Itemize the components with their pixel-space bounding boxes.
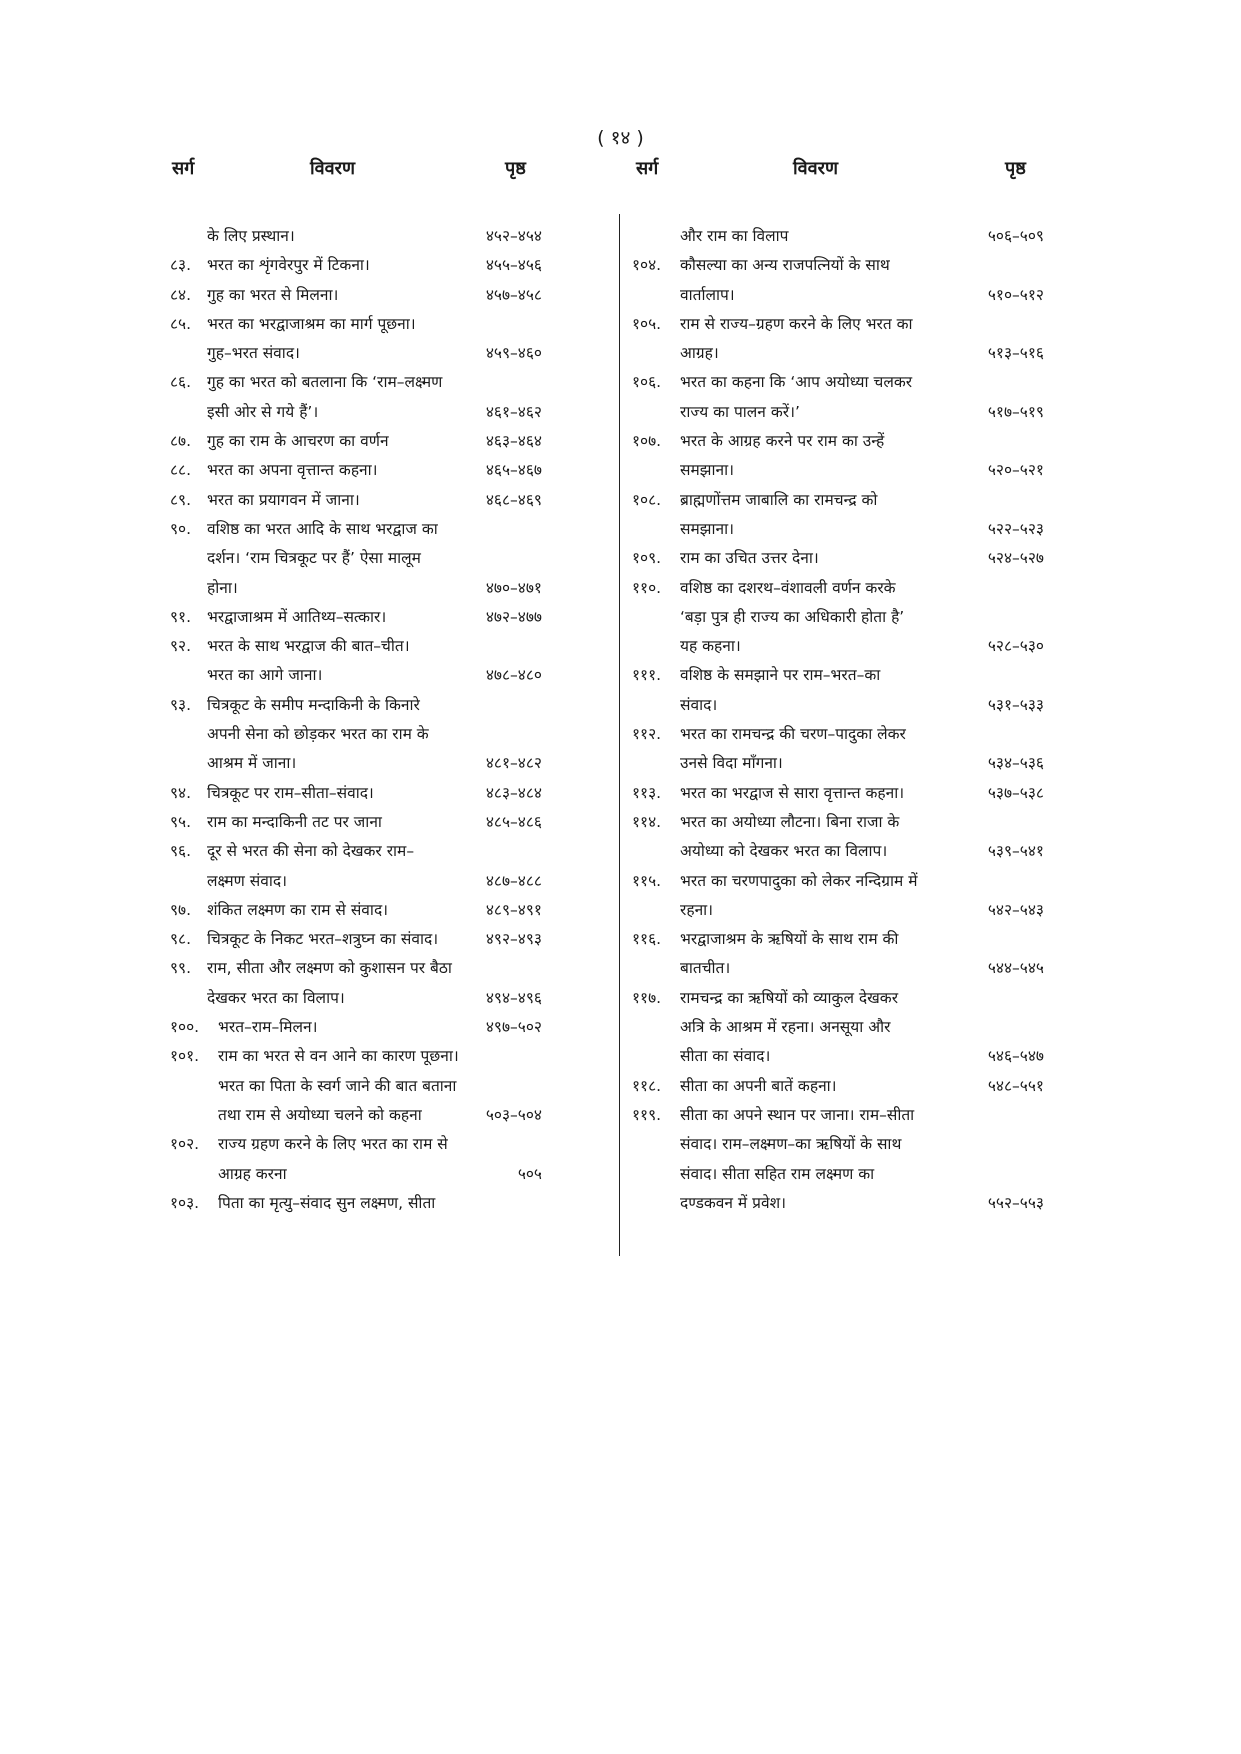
entry-description: वशिष्ठ के समझाने पर राम–भरत–का: [680, 666, 881, 685]
page-range: ४८७–४८८: [485, 871, 542, 890]
page-range: ५३१–५३३: [987, 695, 1044, 714]
toc-row: [170, 779, 542, 808]
entry-description: लक्ष्मण संवाद।: [207, 871, 288, 890]
page-number: ( १४ ): [597, 127, 644, 149]
sarg-number: ११०.: [632, 578, 662, 597]
sarg-number: ९९.: [170, 959, 192, 978]
entry-description: आग्रह।: [680, 344, 719, 363]
toc-row: [170, 1101, 542, 1130]
entry-description: होना।: [207, 578, 238, 597]
entry-description: कौसल्या का अन्य राजपत्नियों के साथ: [680, 256, 890, 275]
entry-description: बातचीत।: [680, 959, 731, 978]
toc-row: [170, 808, 542, 837]
entry-description: समझाना।: [680, 519, 734, 538]
sarg-number: १०७.: [632, 432, 662, 451]
toc-row: [632, 251, 1044, 280]
page-range: ४८९–४९१: [485, 900, 542, 919]
toc-row: [632, 984, 1044, 1013]
toc-row: [632, 456, 1044, 485]
toc-row: [170, 398, 542, 427]
entry-description: इसी ओर से गये हैं’।: [207, 402, 319, 421]
toc-row: [170, 837, 542, 866]
sarg-number: १००.: [170, 1018, 200, 1037]
left-column: [170, 222, 542, 1218]
sarg-number: ९०.: [170, 519, 192, 538]
entry-description: गुह का भरत को बतलाना कि ‘राम–लक्ष्मण: [207, 373, 443, 392]
toc-row: [170, 427, 542, 456]
page-range: ५३७–५३८: [987, 783, 1044, 802]
page-range: ५४४–५४५: [987, 959, 1044, 978]
entry-description: संवाद। सीता सहित राम लक्ष्मण का: [680, 1164, 875, 1183]
page-range: ५२८–५३०: [987, 637, 1044, 656]
toc-row: [170, 544, 542, 573]
sarg-number: ११७.: [632, 988, 662, 1007]
sarg-number: ११८.: [632, 1076, 662, 1095]
toc-row: [632, 691, 1044, 720]
toc-row: [632, 310, 1044, 339]
page-range: ५०६–५०९: [987, 227, 1044, 245]
toc-row: [632, 515, 1044, 544]
sarg-number: १०५.: [632, 314, 662, 333]
toc-row: [170, 1130, 542, 1159]
entry-description: राम का भरत से वन आने का कारण पूछना।: [218, 1047, 459, 1066]
entry-description: भरत का पिता के स्वर्ग जाने की बात बताना: [218, 1076, 457, 1095]
toc-row: [632, 486, 1044, 515]
entry-description: भरत का शृंगवेरपुर में टिकना।: [207, 256, 370, 275]
toc-row: [632, 837, 1044, 866]
toc-row: [632, 779, 1044, 808]
entry-description: राज्य ग्रहण करने के लिए भरत का राम से: [218, 1135, 448, 1154]
sarg-number: ८५.: [170, 314, 192, 333]
sarg-number: ८८.: [170, 461, 192, 480]
entry-description: भरद्वाजाश्रम में आतिथ्य–सत्कार।: [207, 607, 387, 626]
sarg-number: ९७.: [170, 900, 192, 919]
sarg-number: १११.: [632, 666, 662, 685]
sarg-number: ८७.: [170, 432, 192, 451]
page-range: ४६८–४६९: [485, 490, 542, 509]
entry-description: राम का उचित उत्तर देना।: [680, 549, 819, 568]
page-range: ४८३–४८४: [485, 783, 542, 802]
toc-row: [632, 427, 1044, 456]
entry-description: शंकित लक्ष्मण का राम से संवाद।: [207, 900, 389, 919]
toc-row: [632, 339, 1044, 368]
entry-description: रामचन्द्र का ऋषियों को व्याकुल देखकर: [680, 988, 899, 1007]
toc-row: [632, 661, 1044, 690]
toc-row: [632, 896, 1044, 925]
entry-description: भरत का भरद्वाजाश्रम का मार्ग पूछना।: [207, 314, 416, 333]
toc-row: [632, 1160, 1044, 1189]
entry-description: गुह का भरत से मिलना।: [207, 285, 339, 304]
entry-description: चित्रकूट के निकट भरत–शत्रुघ्न का संवाद।: [207, 930, 439, 949]
sarg-number: ८३.: [170, 256, 192, 275]
entry-description: भरत का प्रयागवन में जाना।: [207, 490, 360, 509]
toc-row: [170, 1072, 542, 1101]
entry-description: वशिष्ठ का भरत आदि के साथ भरद्वाज का: [207, 519, 438, 538]
entry-description: भरत–राम–मिलन।: [218, 1018, 318, 1037]
toc-row: [170, 574, 542, 603]
page-range: ५४२–५४३: [987, 900, 1044, 919]
page-range: ५०३–५०४: [485, 1105, 542, 1124]
toc-row: [170, 339, 542, 368]
toc-row: [170, 632, 542, 661]
page-range: ५३९–५४१: [987, 842, 1044, 861]
entry-description: राज्य का पालन करें।’: [680, 402, 800, 421]
toc-row: [170, 1189, 542, 1218]
page-range: ४६१–४६२: [485, 402, 542, 421]
toc-row: [632, 1101, 1044, 1130]
sarg-number: १०४.: [632, 256, 662, 275]
toc-row: [632, 1130, 1044, 1159]
sarg-number: ९२.: [170, 637, 192, 656]
entry-description: रहना।: [680, 900, 714, 919]
toc-row: [632, 1189, 1044, 1218]
entry-description: आग्रह करना: [218, 1164, 287, 1183]
entry-description: दूर से भरत की सेना को देखकर राम–: [207, 842, 415, 861]
toc-row: [632, 1013, 1044, 1042]
entry-description: दर्शन। ‘राम चित्रकूट पर हैं’ ऐसा मालूम: [207, 549, 421, 568]
sarg-number: ९८.: [170, 930, 192, 949]
header-sarg-left: सर्ग: [172, 158, 195, 179]
entry-description: भरत का आगे जाना।: [207, 666, 323, 685]
entry-description: भरत का अपना वृत्तान्त कहना।: [207, 461, 378, 480]
toc-row: [632, 574, 1044, 603]
toc-row: [632, 925, 1044, 954]
entry-description: समझाना।: [680, 461, 734, 480]
sarg-number: ११६.: [632, 930, 662, 949]
page-range: ४५२–४५४: [485, 227, 542, 245]
page-range: ५२२–५२३: [987, 519, 1044, 538]
toc-row: [170, 368, 542, 397]
toc-row: [170, 1042, 542, 1071]
page-range: ४७०–४७१: [485, 578, 542, 597]
toc-row: [170, 691, 542, 720]
toc-row: [170, 222, 542, 251]
column-divider: [619, 214, 620, 1256]
sarg-number: ११२.: [632, 725, 662, 744]
entry-description: ‘बड़ा पुत्र ही राज्य का अधिकारी होता है’: [680, 607, 905, 626]
toc-row: [170, 661, 542, 690]
entry-description: सीता का अपनी बातें कहना।: [680, 1076, 837, 1095]
entry-description: आश्रम में जाना।: [207, 754, 297, 773]
toc-row: [632, 544, 1044, 573]
entry-description: गुह–भरत संवाद।: [207, 344, 300, 363]
entry-description: वशिष्ठ का दशरथ–वंशावली वर्णन करके: [680, 578, 896, 597]
toc-row: [170, 896, 542, 925]
entry-description: भरद्वाजाश्रम के ऋषियों के साथ राम की: [680, 930, 899, 949]
entry-description: तथा राम से अयोध्या चलने को कहना: [218, 1105, 422, 1124]
sarg-number: ११३.: [632, 783, 662, 802]
toc-row: [632, 632, 1044, 661]
toc-row: [170, 251, 542, 280]
entry-description: ब्राह्मणोंत्तम जाबालि का रामचन्द्र को: [680, 490, 878, 509]
header-vivaran-left: विवरण: [310, 158, 356, 179]
entry-description: गुह का राम के आचरण का वर्णन: [207, 432, 389, 451]
sarg-number: ११४.: [632, 812, 662, 831]
page-range: ४७२–४७७: [485, 607, 542, 626]
page-range: ४८५–४८६: [485, 812, 542, 831]
page-range: ४९७–५०२: [485, 1018, 542, 1037]
toc-row: [170, 515, 542, 544]
entry-description: अपनी सेना को छोड़कर भरत का राम के: [207, 725, 429, 744]
toc-row: [170, 281, 542, 310]
entry-description: भरत का भरद्वाज से सारा वृत्तान्त कहना।: [680, 783, 905, 802]
sarg-number: ८६.: [170, 373, 192, 392]
entry-description: संवाद।: [680, 695, 718, 714]
entry-description: राम, सीता और लक्ष्मण को कुशासन पर बैठा: [207, 959, 452, 978]
entry-description: भरत के साथ भरद्वाज की बात–चीत।: [207, 637, 410, 656]
page-range: ४९२–४९३: [485, 930, 542, 949]
sarg-number: ८४.: [170, 285, 192, 304]
sarg-number: ९१.: [170, 607, 192, 626]
toc-row: [632, 720, 1044, 749]
entry-description: संवाद। राम–लक्ष्मण–का ऋषियों के साथ: [680, 1135, 902, 1154]
toc-row: [632, 398, 1044, 427]
entry-description: अयोध्या को देखकर भरत का विलाप।: [680, 842, 888, 861]
toc-row: [632, 749, 1044, 778]
entry-description: राम से राज्य–ग्रहण करने के लिए भरत का: [680, 314, 913, 333]
page-range: ४५५–४५६: [485, 256, 542, 275]
page-range: ५१०–५१२: [987, 285, 1044, 304]
page-range: ५१३–५१६: [987, 344, 1044, 363]
sarg-number: १०१.: [170, 1047, 200, 1066]
toc-row: [632, 603, 1044, 632]
toc-row: [632, 1072, 1044, 1101]
page-range: ४८१–४८२: [485, 754, 542, 773]
toc-row: [170, 954, 542, 983]
toc-row: [632, 808, 1044, 837]
entry-description: उनसे विदा माँगना।: [680, 754, 783, 773]
toc-row: [632, 368, 1044, 397]
page-range: ५२४–५२७: [987, 549, 1044, 568]
toc-row: [170, 1013, 542, 1042]
page-range: ५१७–५१९: [987, 402, 1044, 421]
toc-row: [170, 720, 542, 749]
page-range: ४६३–४६४: [485, 432, 542, 451]
page-range: ४७८–४८०: [485, 666, 542, 685]
entry-description: के लिए प्रस्थान।: [207, 227, 295, 245]
entry-description: सीता का संवाद।: [680, 1047, 771, 1066]
toc-row: [170, 486, 542, 515]
entry-description: दण्डकवन में प्रवेश।: [680, 1193, 786, 1212]
page-range: ४९४–४९६: [485, 988, 542, 1007]
sarg-number: ११५.: [632, 871, 662, 890]
sarg-number: १०६.: [632, 373, 662, 392]
toc-row: [170, 456, 542, 485]
toc-row: [170, 603, 542, 632]
entry-description: अत्रि के आश्रम में रहना। अनसूया और: [680, 1018, 891, 1037]
page-range: ५०५: [517, 1164, 542, 1183]
entry-description: चित्रकूट के समीप मन्दाकिनी के किनारे: [207, 695, 420, 714]
page-range: ५२०–५२१: [987, 461, 1044, 480]
right-column: [632, 222, 1044, 1218]
toc-row: [632, 867, 1044, 896]
sarg-number: ९४.: [170, 783, 192, 802]
entry-description: भरत का रामचन्द्र की चरण–पादुका लेकर: [680, 725, 906, 744]
sarg-number: ९५.: [170, 812, 192, 831]
page-range: ४६५–४६७: [485, 461, 542, 480]
toc-row: [170, 1160, 542, 1189]
entry-description: राम का मन्दाकिनी तट पर जाना: [207, 812, 382, 831]
page-range: ४५९–४६०: [485, 344, 542, 363]
entry-description: चित्रकूट पर राम–सीता–संवाद।: [207, 783, 374, 802]
entry-description: भरत का कहना कि ‘आप अयोध्या चलकर: [680, 373, 913, 392]
toc-row: [170, 925, 542, 954]
sarg-number: ८९.: [170, 490, 192, 509]
entry-description: वार्तालाप।: [680, 285, 735, 304]
entry-description: भरत का चरणपादुका को लेकर नन्दिग्राम में: [680, 871, 918, 890]
toc-row: [170, 984, 542, 1013]
sarg-number: ९३.: [170, 695, 192, 714]
header-prishth-left: पृष्ठ: [505, 158, 526, 179]
page-range: ४५७–४५८: [485, 285, 542, 304]
sarg-number: १०३.: [170, 1193, 200, 1212]
toc-row: [170, 749, 542, 778]
sarg-number: ९६.: [170, 842, 192, 861]
toc-row: [632, 222, 1044, 251]
entry-description: देखकर भरत का विलाप।: [207, 988, 345, 1007]
header-sarg-right: सर्ग: [636, 158, 659, 179]
toc-row: [632, 281, 1044, 310]
sarg-number: १०२.: [170, 1135, 200, 1154]
sarg-number: ११९.: [632, 1105, 662, 1124]
entry-description: भरत का अयोध्या लौटना। बिना राजा के: [680, 812, 900, 831]
header-prishth-right: पृष्ठ: [1005, 158, 1026, 179]
header-vivaran-right: विवरण: [793, 158, 839, 179]
entry-description: और राम का विलाप: [680, 227, 789, 245]
sarg-number: १०८.: [632, 490, 662, 509]
page-range: ५५२–५५३: [987, 1193, 1044, 1212]
toc-row: [632, 954, 1044, 983]
entry-description: यह कहना।: [680, 637, 741, 656]
entry-description: पिता का मृत्यु–संवाद सुन लक्ष्मण, सीता: [218, 1193, 436, 1212]
toc-row: [170, 867, 542, 896]
page-range: ५४६–५४७: [987, 1047, 1044, 1066]
toc-row: [170, 310, 542, 339]
page-range: ५४८–५५१: [987, 1076, 1044, 1095]
toc-row: [632, 1042, 1044, 1071]
sarg-number: १०९.: [632, 549, 662, 568]
entry-description: भरत के आग्रह करने पर राम का उन्हें: [680, 432, 885, 451]
page-range: ५३४–५३६: [987, 754, 1044, 773]
entry-description: सीता का अपने स्थान पर जाना। राम–सीता: [680, 1105, 915, 1124]
